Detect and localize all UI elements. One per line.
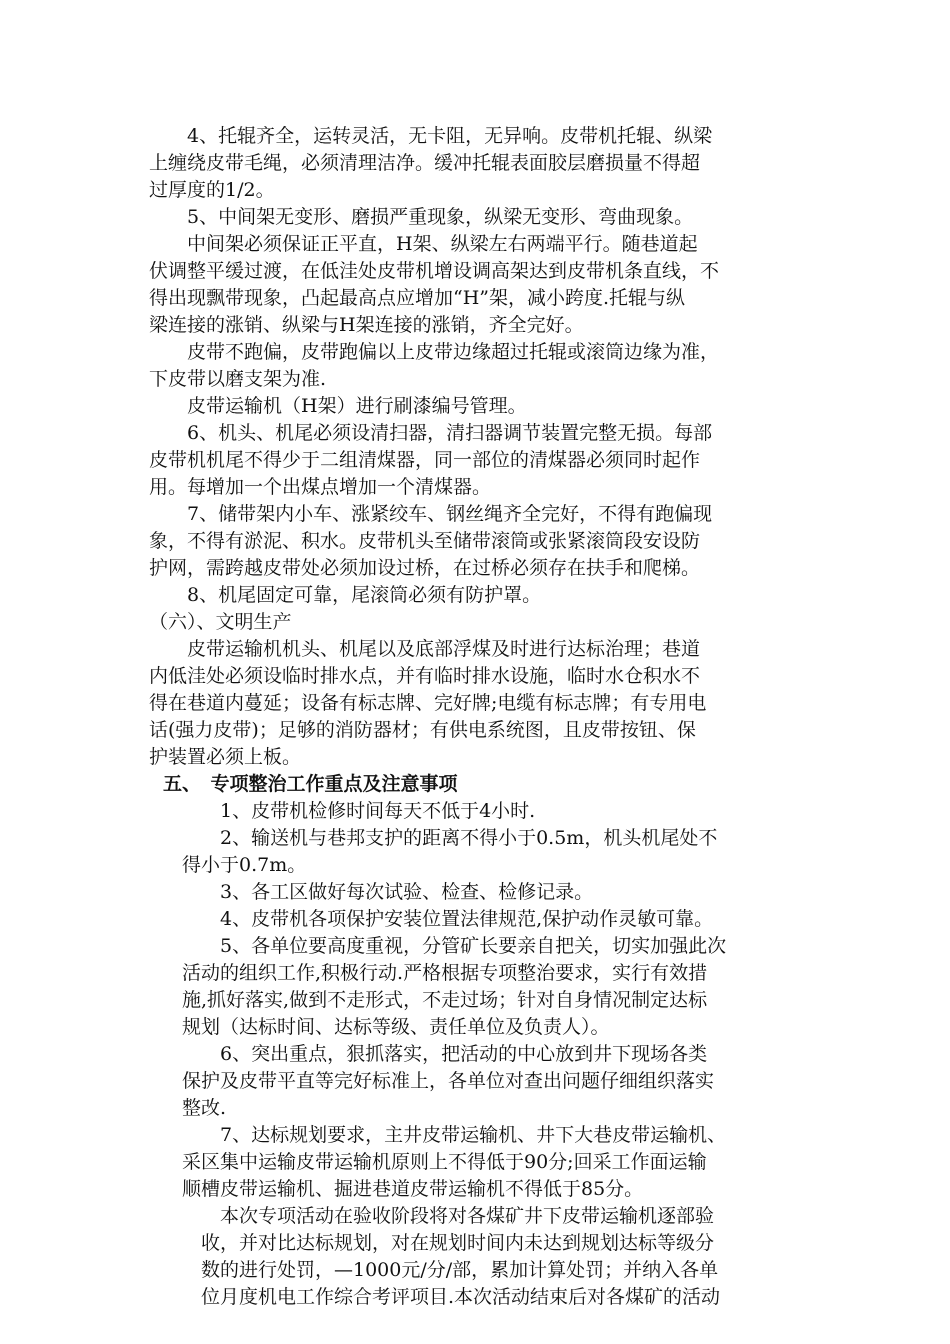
text-line: 用。每增加一个出煤点增加一个清煤器。 [149, 476, 492, 498]
text-line: 皮带运输机机头、机尾以及底部浮煤及时进行达标治理；巷道 [149, 638, 701, 660]
text-line: 数的进行处罚，—1000元/分/部，累加计算处罚；并纳入各单 [163, 1259, 719, 1281]
text-line: 梁连接的涨销、纵梁与H架连接的涨销，齐全完好。 [149, 314, 584, 336]
chapter-heading: 五、 专项整治工作重点及注意事项 [163, 773, 458, 795]
text-line: 位月度机电工作综合考评项目.本次活动结束后对各煤矿的活动 [163, 1286, 721, 1308]
section-heading: （六）、文明生产 [149, 611, 292, 633]
text-line: 4、皮带机各项保护安装位置法律规范,保护动作灵敏可靠。 [163, 908, 714, 930]
text-line: 本次专项活动在验收阶段将对各煤矿井下皮带运输机逐部验 [163, 1205, 715, 1227]
text-line: 话(强力皮带)；足够的消防器材；有供电系统图，且皮带按钮、保 [149, 719, 696, 741]
text-line: 5、中间架无变形、磨损严重现象，纵梁无变形、弯曲现象。 [149, 206, 694, 228]
text-line: 皮带运输机（H架）进行刷漆编号管理。 [149, 395, 527, 417]
text-line: 中间架必须保证正平直，H架、纵梁左右两端平行。随巷道起 [149, 233, 698, 255]
text-line: 8、机尾固定可靠，尾滚筒必须有防护罩。 [149, 584, 542, 606]
text-line: 整改. [163, 1097, 227, 1119]
text-line: 护网，需跨越皮带处必须加设过桥，在过桥必须存在扶手和爬梯。 [149, 557, 701, 579]
text-line: 采区集中运输皮带运输机原则上不得低于90分;回采工作面运输 [163, 1151, 707, 1173]
text-line: 护装置必须上板。 [149, 746, 302, 768]
text-line: 保护及皮带平直等完好标准上，各单位对查出问题仔细组织落实 [163, 1070, 715, 1092]
text-line: 下皮带以磨支架为准. [149, 368, 327, 390]
text-line: 上缠绕皮带毛绳，必须清理洁净。缓冲托辊表面胶层磨损量不得超 [149, 152, 701, 174]
text-line: 皮带不跑偏，皮带跑偏以上皮带边缘超过托辊或滚筒边缘为准， [149, 341, 720, 363]
text-line: 收，并对比达标规划，对在规划时间内未达到规划达标等级分 [163, 1232, 715, 1254]
text-line: 6、机头、机尾必须设清扫器，清扫器调节装置完整无损。每部 [149, 422, 713, 444]
text-line: 7、达标规划要求，主井皮带运输机、井下大巷皮带运输机、 [163, 1124, 727, 1146]
text-line: 伏调整平缓过渡，在低洼处皮带机增设调高架达到皮带机条直线，不 [149, 260, 720, 282]
text-line: 4、托辊齐全，运转灵活，无卡阻，无异响。皮带机托辊、纵梁 [149, 125, 713, 147]
text-line: 过厚度的1/2。 [149, 179, 275, 201]
text-line: 施,抓好落实,做到不走形式，不走过场；针对自身情况制定达标 [163, 989, 708, 1011]
text-line: 7、储带架内小车、涨紧绞车、钢丝绳齐全完好，不得有跑偏现 [149, 503, 713, 525]
text-line: 规划（达标时间、达标等级、责任单位及负责人）。 [163, 1016, 610, 1038]
text-line: 得出现飘带现象，凸起最高点应增加“H”架，减小跨度.托辊与纵 [149, 287, 686, 309]
text-line: 内低洼处必须设临时排水点，并有临时排水设施，临时水仓积水不 [149, 665, 701, 687]
text-line: 得小于0.7m。 [163, 854, 307, 876]
text-line: 顺槽皮带运输机、掘进巷道皮带运输机不得低于85分。 [163, 1178, 644, 1200]
text-line: 6、突出重点，狠抓落实，把活动的中心放到井下现场各类 [163, 1043, 708, 1065]
text-line: 2、输送机与巷邦支护的距离不得小于0.5m，机头机尾处不 [163, 827, 718, 849]
text-line: 1、皮带机检修时间每天不低于4小时. [163, 800, 536, 822]
text-line: 皮带机机尾不得少于二组清煤器，同一部位的清煤器必须同时起作 [149, 449, 701, 471]
text-line: 5、各单位要高度重视，分管矿长要亲自把关，切实加强此次 [163, 935, 727, 957]
text-line: 3、各工区做好每次试验、检查、检修记录。 [163, 881, 594, 903]
text-line: 象，不得有淤泥、积水。皮带机头至储带滚筒或张紧滚筒段安设防 [149, 530, 701, 552]
text-line: 活动的组织工作,积极行动.严格根据专项整治要求，实行有效措 [163, 962, 708, 984]
text-line: 得在巷道内蔓延；设备有标志牌、完好牌;电缆有标志牌；有专用电 [149, 692, 707, 714]
